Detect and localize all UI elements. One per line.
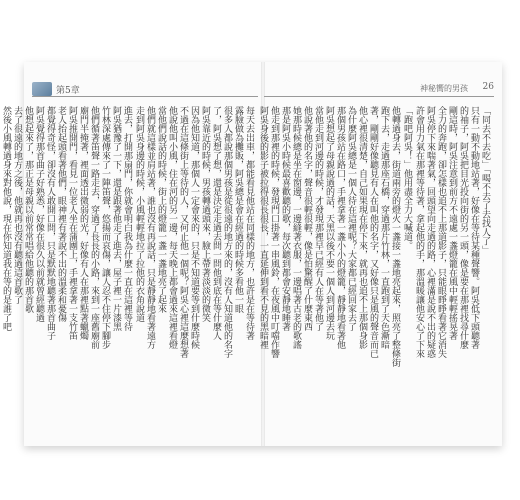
text-column: 許會用力氣在那裡等待著，拿起他的手，那溫暖讓他安心了下來	[414, 106, 424, 358]
page-number: 26	[482, 82, 494, 92]
text-column: 然後小風轉過身來對他說，現在你知道我在等的是誰了吧	[1, 106, 11, 331]
chapter-emblem-icon	[32, 82, 52, 96]
text-column: 進去，打開那扇門，你就會明白我為什麼一直在這裡等待	[122, 106, 132, 331]
text-column: 他說他叫小風，住在河的另一邊，每天晚上都會過來這裡看燈	[167, 106, 177, 349]
left-page	[1, 62, 262, 446]
text-column: 那是阿吳小時候最喜歡聽的歌，每次聽到都會安靜地睡著	[280, 106, 290, 331]
text-column: 很多人都說那個男孩是從很遠的地方來的，沒有人知道他的名字	[222, 106, 232, 358]
text-column: 他說著他的名字，聲音很輕很輕，像是怕驚醒了什麼東西	[302, 106, 312, 331]
text-column: 全力的奔跑，卻怎樣也追不上那道影子，只能眼睜睜看著它消失	[436, 106, 446, 358]
chapter-number: 第5章	[56, 85, 80, 96]
text-column: 阿吳覺得那首曲子好熟悉，好像在很久以前就曾經聽過	[34, 106, 44, 322]
text-column: 阿吳想起了母親說過的話，天黑以後不要一個人到河邊去玩	[324, 106, 334, 340]
text-column: 老人抬起頭看著他們，眼神裡有著說不出的溫柔和憂傷	[56, 106, 66, 322]
text-column: 他們就這樣並肩站著，誰也沒有再說話，只是靜靜地看著遠方	[145, 106, 155, 349]
text-column: 他們循著笛聲一路走去，穿過了長長的小路，來到一座舊廟前	[89, 106, 99, 349]
text-column: 不過在這條街上等待的人，又何止他一個呢？阿吳心裡這麼想著	[178, 106, 188, 358]
text-column: 去了很遠的地方之後，他就再也沒有聽過這首歌了	[12, 106, 22, 304]
text-column: 阿吳推開門，看見一位老人坐在蒲團上，手裡拿著一支竹笛	[67, 106, 77, 340]
text-column: 露臉做為攤販，阿吳總是會在經過的時候多看他一眼	[233, 106, 243, 313]
text-column: 每天去出車，都能看見他站在同樣的地方，也許是在等待著	[244, 106, 254, 340]
text-column: 「同去不去吃」「喝不去了去找人了」	[480, 106, 490, 255]
text-column: 他想起來了，那正是母親以前常常唱給他聽的那首歌	[23, 106, 33, 313]
text-column: 竹林深處傳來了一陣笛聲，悠揚而哀傷，讓人忍不住停下腳步	[100, 106, 110, 349]
text-column: 阿吳靠近的時候，男孩轉過頭來，臉上帶著淡淡的微笑	[200, 106, 210, 322]
chapter-label	[32, 82, 80, 96]
right-page	[258, 62, 502, 446]
text-column: 那個男孩站在路口，手裡拿著一盞小小的燈籠，靜靜地看著他	[335, 106, 345, 349]
text-column: 的袖子，阿吳把目光投向街的另一頭，像是要在那裡找尋什麼	[458, 106, 468, 349]
text-column: 阿吳猶豫了一下，還是跟著他走了進去，屋子裡一片漆黑	[111, 106, 121, 331]
text-column: 都覺得奇怪，卻沒有人敢開口問，只是默默地聽著那首曲子	[45, 106, 55, 340]
text-column: 廟門半掩著，裡面透出微弱的光，好像有人在那裡點著蠟燭	[78, 106, 88, 340]
text-column: 「跑吧阿吳！」他用盡全力大喊道。	[402, 106, 412, 250]
text-column: 走到阿吳身邊的時候，小風輕輕地拉了拉他的衣角說道	[134, 106, 144, 322]
book-spread	[1, 62, 502, 446]
right-page-text	[258, 106, 490, 426]
text-column: 因為他知道，那個人一定會來的，只是不知道要等到什麼時候	[189, 106, 199, 349]
left-page-header	[32, 82, 258, 97]
text-column: 阿吳停下來喘著氣，回頭望向走過的路，心裡滿是說不出的疑惑	[425, 106, 435, 358]
left-page-text	[1, 106, 254, 426]
text-column: 只有一動不動地站著，好像在等待某種聲響。阿吳低下頭聽著	[469, 106, 479, 349]
text-column: 她那時候總是坐在窗邊，一邊縫著衣服，一邊唱著古老的歌謠	[291, 106, 301, 349]
text-column: 著，剛剛好像聽見有人在叫他的名字，又好像只是風的聲音而已	[368, 106, 378, 358]
running-title: 神秘嚮的男孩	[420, 84, 468, 93]
text-column: 阿吳身後的影子被拉得很長很長，一直延伸到看不見的黑暗裡	[258, 106, 268, 349]
text-column: 當他們說話的時候，街上的燈籠一盞一盞地亮了起來	[156, 106, 166, 313]
text-column: 他心裡很清楚，自己如果現在停下來，就再也追不上那個身影	[357, 106, 367, 349]
text-column: 他轉過身去，街道兩旁的燈火一盞接一盞地亮起來，照亮了整條街	[390, 106, 400, 367]
text-column: 當他走到河邊的時候，才發現那裡早已經有人在等著他了	[313, 106, 323, 331]
text-column: 了，阿吳想了想，還是決定走過去問一問他到底在等什麼人	[211, 106, 221, 340]
text-column: 為什麼阿吳總是一個人待在這裡呢？大家都已經回家去了	[346, 106, 356, 331]
text-column: 他走到那裡的時候，發現門口掛著一串風鈴，在夜風中叮噹作響	[269, 106, 279, 358]
text-column: 剛這時，阿吳注意到前方不遠處一盞燈籠在風中輕輕搖晃著	[447, 106, 457, 340]
right-page-header	[264, 82, 494, 97]
text-column: 跑下去，走過那座石橋，穿過那片竹林，一直跑到了天色漸暗	[379, 106, 389, 349]
